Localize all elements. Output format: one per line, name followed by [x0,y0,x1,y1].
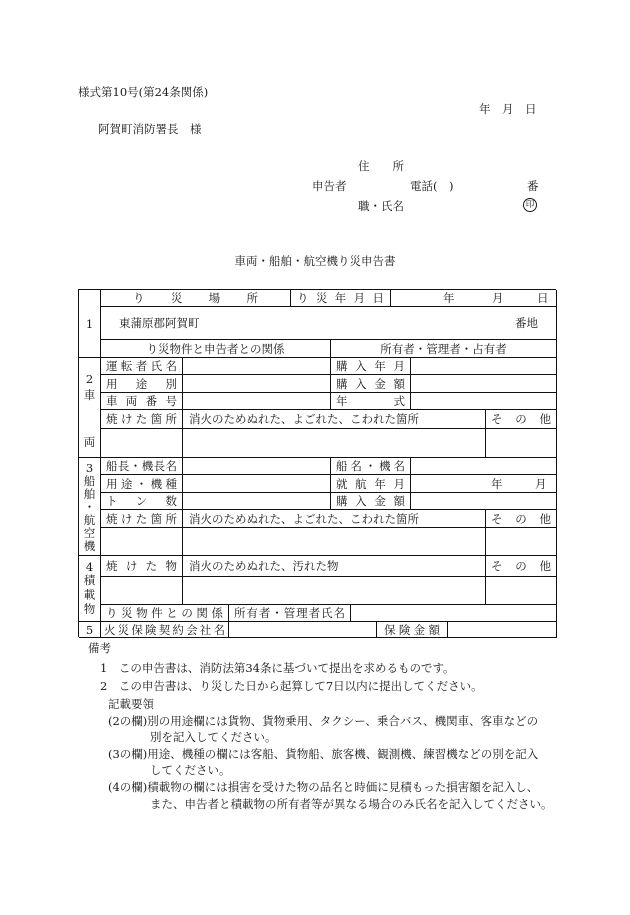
cargo-owner-value-cell [351,605,557,622]
tonnage-label: トン数 [106,494,177,508]
service-start-label-cell [331,475,411,493]
craft-burnt-label: 焼けた箇所 [106,511,177,526]
applicant-relation-label-cell [101,340,331,358]
applicant-label: 申告者 [312,179,347,193]
section-5-number-cell [79,622,101,638]
guide-item-4-line-1: (4の欄)積載物の欄には損害を受けた物の品名と時価に見積もった損害額を記入し、 [108,780,539,794]
captain-name-value-cell [183,458,331,475]
submission-date: 年 月 日 [479,102,537,116]
vehicle-burnt-label: 焼けた箇所 [106,412,177,426]
cargo-relation-label-cell [101,605,229,622]
vehicle-water-damage-value-cell [183,429,486,458]
cargo-burnt-label-cell [101,556,183,577]
disaster-date-label-cell [291,290,391,307]
vehicle-water-damage-label: 消火のためぬれた、よごれた、こわれた箇所 [189,412,419,426]
guide-item-3-line-2: してください。 [150,763,231,777]
cargo-burnt-value-cell [101,577,183,605]
cargo-owner-label-cell [229,605,351,622]
note-item-2: 2 この申告書は、り災した日から起算して7日以内に提出してください。 [100,679,483,693]
cargo-other-label: その他 [491,559,551,573]
vehicle-number-value-cell [183,393,331,410]
insurer-value-cell [229,622,377,638]
cargo-water-damage-label-cell [183,556,486,577]
cargo-burnt-label: 焼けた物 [106,559,177,573]
section-4-number: 4 [85,559,94,574]
vehicle-number-label-cell [101,393,183,410]
tonnage-value-cell [183,493,331,510]
captain-name-label: 船長・機長名 [106,459,177,473]
craft-usage-label-cell [101,475,183,493]
applicant-relation-options-cell [331,340,557,358]
disaster-date-value-cell [391,290,557,307]
vehicle-other-label-cell [486,410,557,429]
craft-purchase-price-label-cell [331,493,411,510]
vehicle-model-year-label-cell [331,393,411,410]
section-3-heading-cell [79,458,101,556]
craft-purchase-price-value-cell [411,493,557,510]
craft-water-damage-value-cell [183,528,486,556]
form-number: 様式第10号(第24条関係) [78,85,209,99]
section-2-heading-cell [79,358,101,458]
section-1-number: 1 [85,316,94,331]
craft-usage-value-cell [183,475,331,493]
driver-name-label: 運転者氏名 [106,359,177,373]
guide-heading: 記載要領 [108,697,154,711]
vehicle-other-label: その他 [491,412,551,426]
vehicle-purchase-price-label: 購入金額 [336,376,405,391]
applicant-relation-label: り災物件と申告者との関係 [146,341,285,356]
insurer-label-cell [101,622,229,638]
vehicle-number-label: 車両番号 [106,394,177,408]
disaster-address-cell [101,307,557,340]
seal-icon [523,198,537,212]
section-4-heading: 積載物 [82,573,97,618]
addressee: 阿賀町消防署長 様 [98,122,202,136]
craft-burnt-value-cell [101,528,183,556]
insurance-amount-label: 保険金額 [384,622,440,637]
vehicle-burnt-value-cell [101,429,183,458]
disaster-place-label: り災場所 [133,291,258,305]
disaster-place-label-cell [101,290,291,307]
cargo-owner-label: 所有者・管理者氏名 [234,606,345,620]
vehicle-model-year-value-cell [411,393,557,410]
craft-water-damage-label: 消火のためぬれた、よごれた、こわれた箇所 [189,511,419,526]
section-3-heading: 船舶・航空機 [82,474,97,553]
craft-purchase-price-label: 購入金額 [336,494,405,508]
disaster-address: 東蒲原郡阿賀町 [119,316,200,330]
cargo-water-damage-label: 消火のためぬれた、汚れた物 [189,559,339,573]
cargo-water-damage-value-cell [183,577,486,605]
craft-name-label-cell [331,458,411,475]
tonnage-label-cell [101,493,183,510]
vehicle-model-year-label: 年式 [336,394,405,408]
section-4-heading-cell [79,556,101,622]
note-item-1: 1 この申告書は、消防法第34条に基づいて提出を求めるものです。 [100,661,455,675]
applicant-relation-options: 所有者・管理者・占有者 [380,341,507,356]
guide-item-2-line-2: 別を記入してください。 [150,730,277,744]
craft-name-value-cell [411,458,557,475]
vehicle-purchase-date-label: 購入年月 [336,359,405,373]
service-start-value-cell [411,475,557,493]
section-2-heading-top: 車 [83,388,96,402]
vehicle-usage-label: 用途別 [106,376,177,391]
captain-name-label-cell [101,458,183,475]
insurance-amount-label-cell [377,622,448,638]
service-start-year-unit: 年 [491,476,503,491]
craft-water-damage-label-cell [183,510,486,528]
vehicle-purchase-price-label-cell [331,375,411,393]
vehicle-water-damage-label-cell [183,410,486,429]
driver-name-label-cell [101,358,183,375]
craft-other-label: その他 [491,511,551,526]
section-2-number: 2 [85,372,94,386]
vehicle-usage-value-cell [183,375,331,393]
cargo-other-value-cell [486,577,557,605]
name-label: 職・氏名 [358,199,404,213]
craft-usage-label: 用途・機種 [106,476,177,491]
craft-name-label: 船名・機名 [336,459,405,473]
vehicle-purchase-date-value-cell [411,358,557,375]
disaster-date-label: り災年月日 [297,291,384,305]
craft-other-value-cell [486,528,557,556]
guide-item-4-line-2: また、申告者と積載物の所有者等が異なる場合のみ氏名を記入してください。 [150,797,553,811]
vehicle-purchase-price-value-cell [411,375,557,393]
vehicle-other-value-cell [486,429,557,458]
damage-report-table [78,289,556,637]
guide-item-3-line-1: (3の欄)用途、機種の欄には客船、貨物船、旅客機、観測機、練習機などの別を記入 [108,747,539,761]
notes-heading: 備考 [88,641,111,655]
document-title: 車両・船舶・航空機り災申告書 [234,254,396,268]
service-start-month-unit: 月 [535,476,547,491]
phone-suffix: 番 [527,179,539,193]
craft-other-label-cell [486,510,557,528]
date-month-unit: 月 [492,291,504,305]
guide-item-2-line-1: (2の欄)別の用途欄には貨物、貨物乗用、タクシー、乗合バス、機関車、客車などの [108,714,539,728]
section-1-number-cell [79,290,101,358]
section-5-number: 5 [85,622,94,637]
vehicle-burnt-label-cell [101,410,183,429]
section-2-heading-bottom: 両 [83,435,96,449]
vehicle-usage-label-cell [101,375,183,393]
seal-text: 印 [525,200,535,210]
section-3-number: 3 [85,460,94,475]
date-day-unit: 日 [537,291,549,305]
insurance-amount-value-cell [448,622,557,638]
lot-number-suffix: 番地 [515,316,538,330]
service-start-label: 就航年月 [336,476,405,491]
address-label: 住 所 [358,159,404,173]
insurer-label: 火災保険契約会社名 [104,622,225,637]
craft-burnt-label-cell [101,510,183,528]
cargo-other-label-cell [486,556,557,577]
phone-label: 電話( ) [410,179,454,193]
vehicle-purchase-date-label-cell [331,358,411,375]
date-year-unit: 年 [443,291,455,305]
driver-name-value-cell [183,358,331,375]
cargo-relation-label: り災物件との関係 [106,606,223,620]
